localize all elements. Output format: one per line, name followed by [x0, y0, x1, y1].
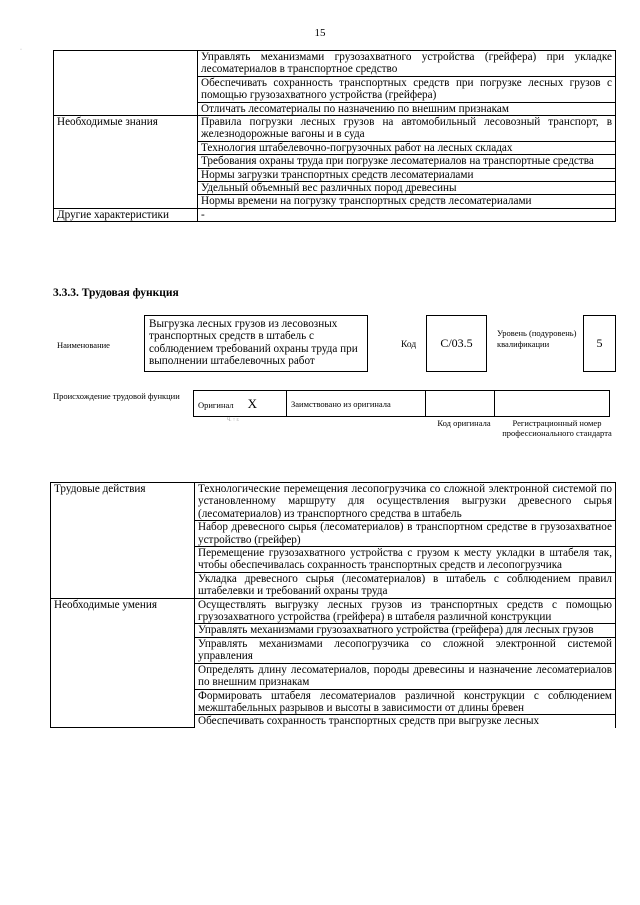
row-text: Набор древесного сырья (лесоматериалов) в транспортном средстве в грузозахватное устройство (грейфер) [195, 521, 616, 547]
row-label: Трудовые действия [51, 483, 195, 599]
row-text: Нормы времени на погрузку транспортных средств лесоматериалами [198, 195, 616, 208]
table-row [51, 598, 616, 624]
row-label [54, 51, 198, 116]
row-text: Формировать штабеля лесоматериалов различной конструкции с соблюдением межштабельных разрывов и высоты в зависимости от длины бревен [195, 689, 616, 715]
code-original-caption: Код оригинала [437, 418, 491, 428]
code-value: C/03.5 [426, 315, 487, 372]
row-text: Правила погрузки лесных грузов на автомобильный лесовозный транспорт, в железнодорожные вагоны и в суда [198, 116, 616, 142]
name-label: Наименование [57, 340, 110, 350]
row-text: Обеспечивать сохранность транспортных средств при выгрузке лесных [195, 715, 616, 728]
faint-mark: Ч. ↑ г. [227, 418, 240, 423]
level-label: Уровень (подуровень) квалификации [497, 328, 577, 349]
level-value: 5 [583, 315, 616, 372]
row-text: Удельный объемный вес различных пород древесины [198, 182, 616, 195]
row-text: Требования охраны труда при погрузке лесоматериалов на транспортные средства [198, 155, 616, 168]
row-text: Укладка древесного сырья (лесоматериалов) в штабель с соблюдением правил штабелевки и требований охраны труда [195, 572, 616, 598]
row-text: Осуществлять выгрузку лесных грузов из транспортных средств с помощью грузозахватного устройства (грейфера) в штабеля различной конструкции [195, 598, 616, 624]
original-cell [194, 391, 287, 417]
row-text: Определять длину лесоматериалов, породы древесины и назначение лесоматериалов по внешним признакам [195, 663, 616, 689]
row-label: Необходимые знания [54, 116, 198, 209]
code-label: Код [401, 340, 417, 350]
table-row [54, 116, 616, 142]
table-row [51, 483, 616, 521]
origin-table [193, 390, 610, 417]
margin-mark: · [20, 47, 22, 53]
main-table [50, 482, 616, 728]
row-text: Обеспечивать сохранность транспортных средств при погрузке лесных грузов с помощью грузозахватного устройства (грейфера) [198, 76, 616, 102]
page-number: 15 [314, 27, 326, 39]
row-label: Другие характеристики [54, 208, 198, 221]
row-label: Необходимые умения [51, 598, 195, 728]
row-text: Нормы загрузки транспортных средств лесоматериалами [198, 168, 616, 181]
original-mark: X [247, 395, 258, 411]
origin-label: Происхождение трудовой функции [53, 391, 180, 401]
borrowed-label: Заимствовано из оригинала [287, 391, 426, 417]
top-table [53, 50, 616, 222]
row-text: Перемещение грузозахватного устройства с грузом к месту укладки в штабеля так, чтобы обеспечивалась сохранность транспортных средств и лесопогрузчика [195, 547, 616, 573]
row-text: Технологические перемещения лесопогрузчика со сложной электронной системой по установленному маршруту для осуществления выгрузки древесного сырья (лесоматериалов) из транспортного средства в штабель [195, 483, 616, 521]
function-name: Выгрузка лесных грузов из лесовозных транспортных средств в штабель с соблюдением требований охраны труда при выполнении штабелевочных работ [144, 315, 368, 372]
code-original-cell [426, 391, 495, 417]
reg-number-cell [495, 391, 610, 417]
row-text: Управлять механизмами лесопогрузчика со сложной электронной системой управления [195, 637, 616, 663]
row-text: Отличать лесоматериалы по назначению по внешним признакам [198, 102, 616, 115]
table-row [54, 51, 616, 77]
reg-number-caption: Регистрационный номер профессионального стандарта [502, 418, 612, 438]
table-row [194, 391, 610, 417]
row-text: Управлять механизмами грузозахватного устройства (грейфера) при укладке лесоматериалов в транспортное средство [198, 51, 616, 77]
row-text: Управлять механизмами грузозахватного устройства (грейфера) для лесных грузов [195, 624, 616, 637]
section-heading: 3.3.3. Трудовая функция [53, 287, 179, 299]
table-row [54, 208, 616, 221]
row-text: Технология штабелевочно-погрузочных работ на лесных складах [198, 141, 616, 154]
original-label: Оригинал [198, 399, 234, 410]
row-text: - [198, 208, 616, 221]
